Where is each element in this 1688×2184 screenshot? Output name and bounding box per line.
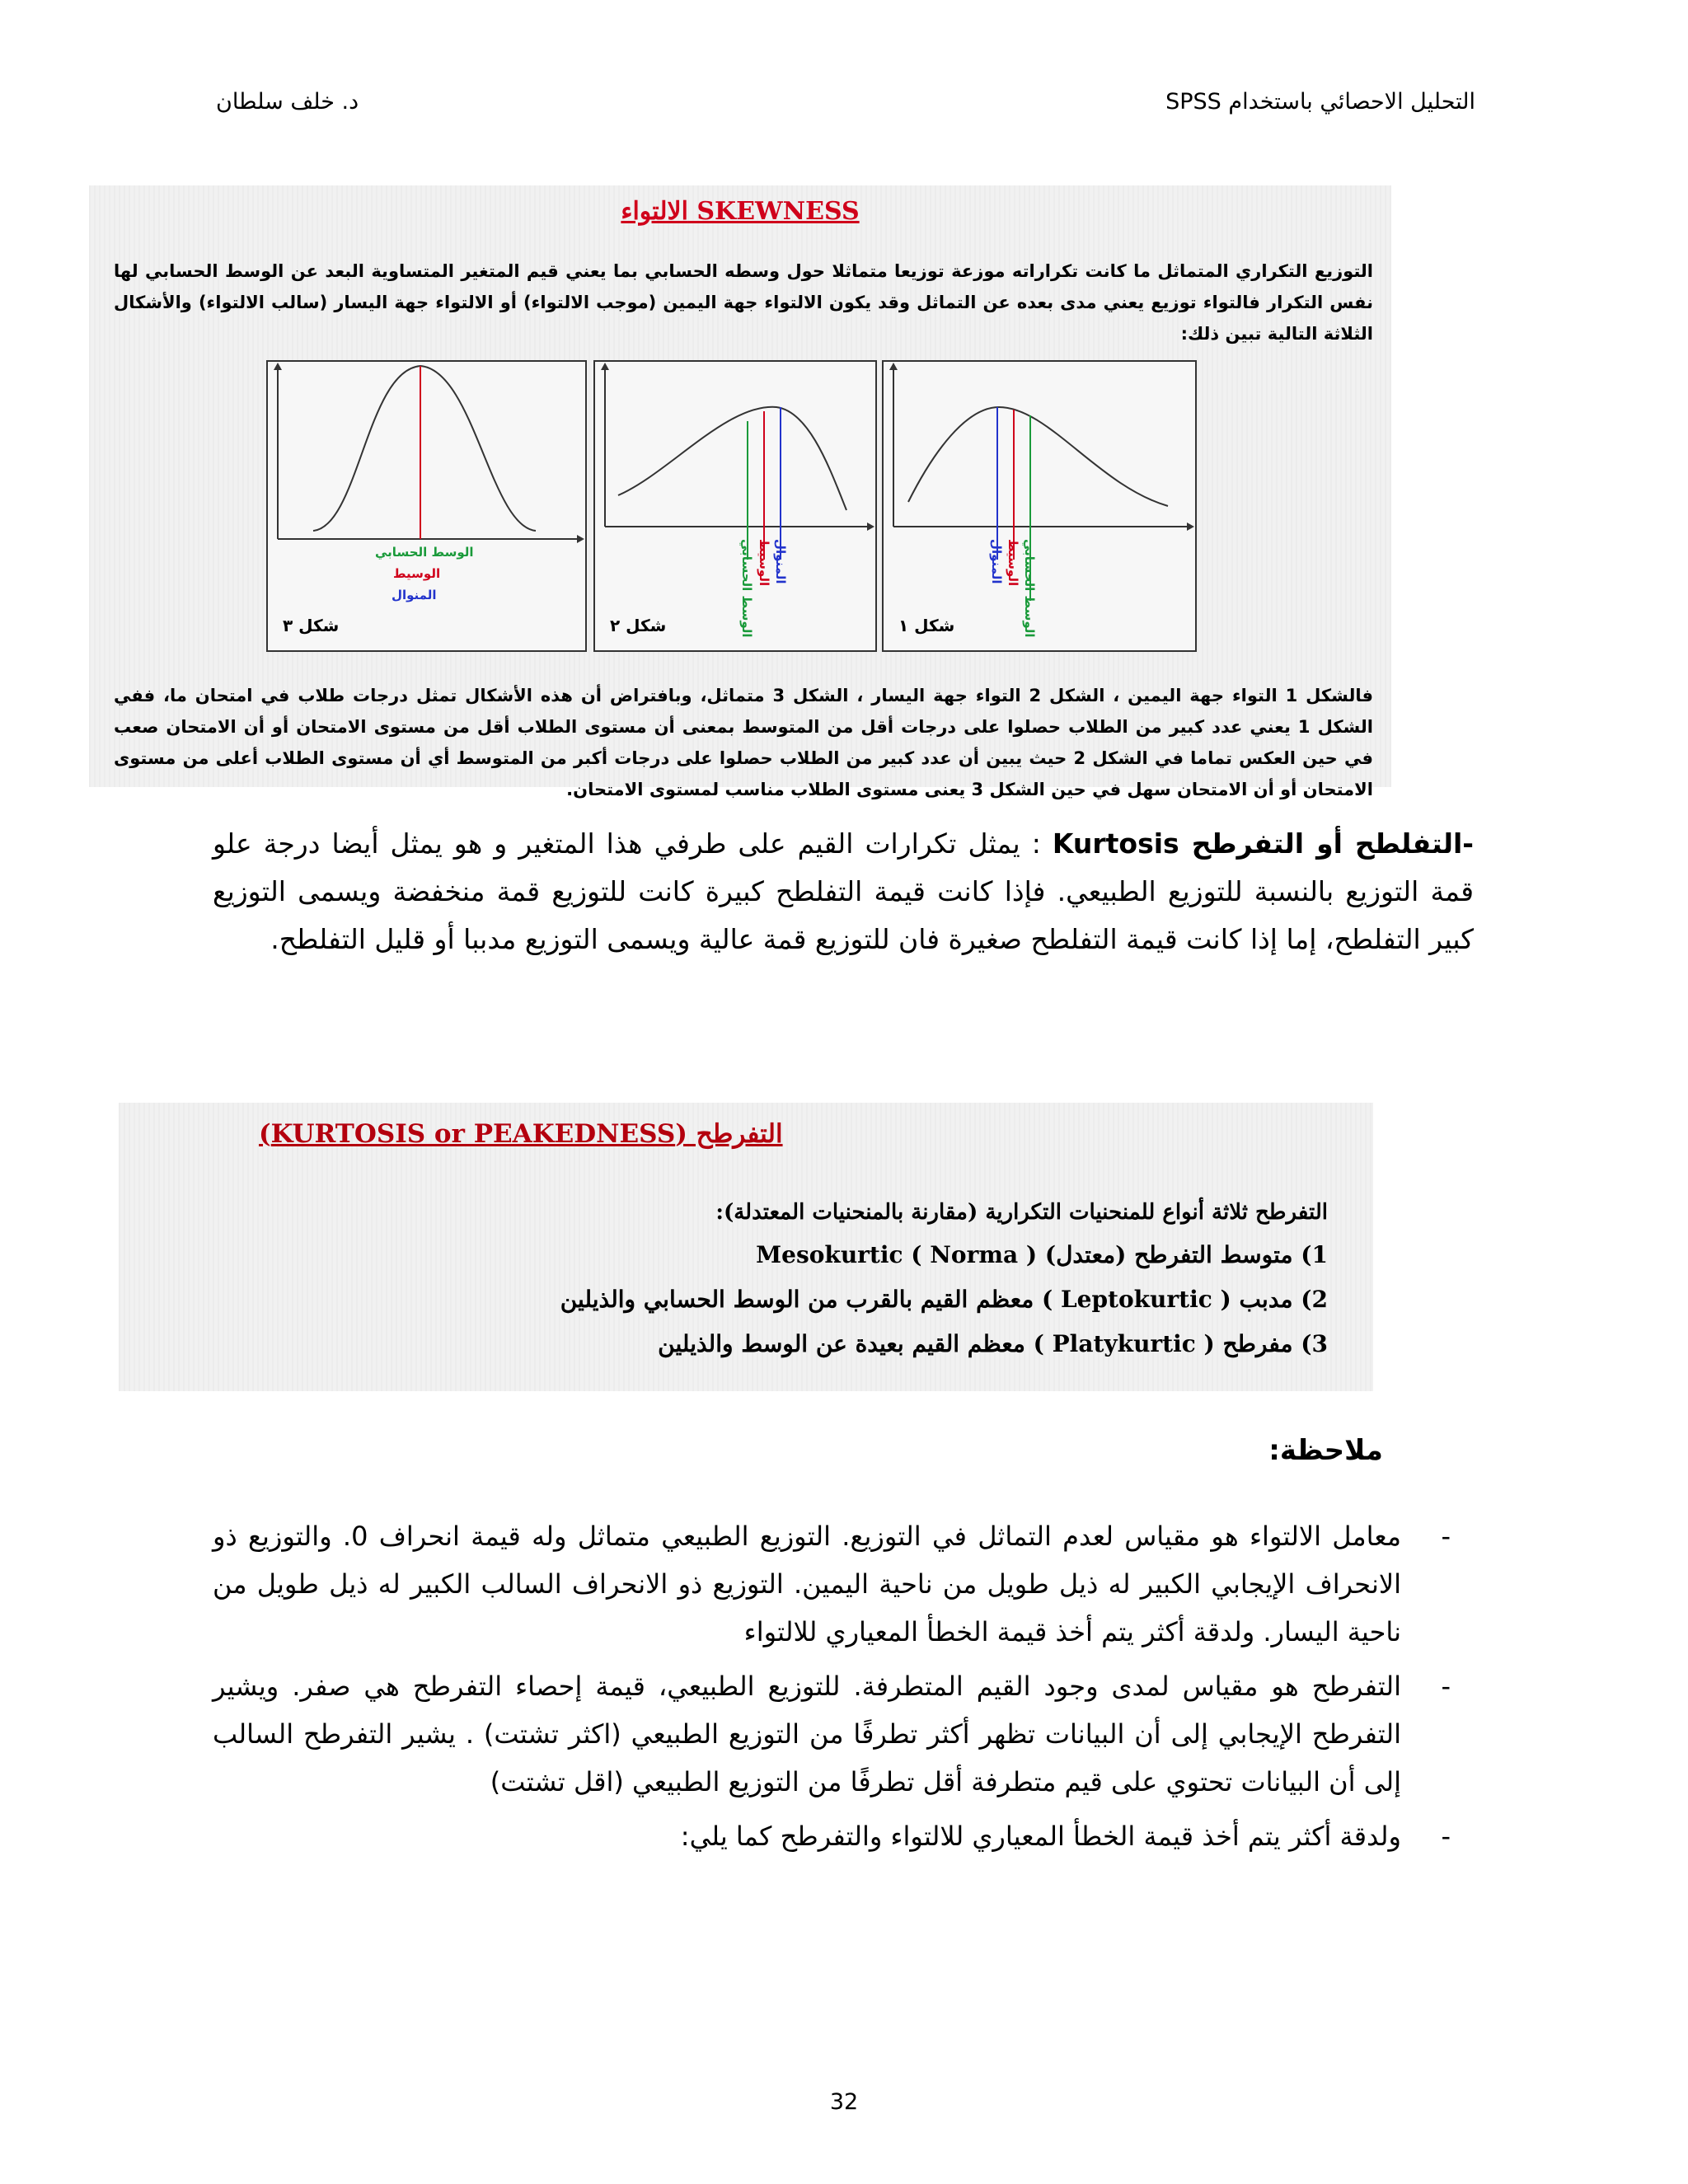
vlabel-median: الوسيط [1006, 539, 1020, 587]
shape-2-label: شكل ٢ [610, 616, 667, 635]
kurtosis-text: : يمثل تكرارات القيم على طرفي هذا المتغير و هو يمثل أيضا درجة علو قمة التوزيع بالنسبة للتوزيع الطبيعي. فإذا كانت قيمة التفلطح كبيرة كانت للتوزيع قمة منخفضة ويسمى التوزيع كبير التفلطح، إما إذا كانت قيمة التفلطح صغيرة فان للتوزيع قمة عالية ويسمى التوزيع مدببا أو قليل التفلطح. [213, 827, 1474, 955]
kurtosis-paragraph [213, 820, 1474, 963]
list-item [213, 1812, 1451, 1860]
vlabel-mode: المنوال [989, 539, 1004, 584]
left-skewed-curve-plot [593, 360, 877, 652]
bullet-dash: - [1441, 1671, 1451, 1702]
skewness-title: الالتواء SKEWNESS [621, 197, 860, 226]
note-skewness: معامل الالتواء هو مقياس لعدم التماثل في التوزيع. التوزيع الطبيعي متماثل وله قيمة انحراف 0. والتوزيع ذو الانحراف الإيجابي الكبير له ذيل طويل من ناحية اليمين. التوزيع ذو الانحراف السالب الكبير له ذيل طويل من ناحية اليسار. ولدقة أكثر يتم أخذ قيمة الخطأ المعياري للالتواء [213, 1521, 1402, 1647]
notes-list [213, 1512, 1474, 1867]
list-item [213, 1512, 1451, 1656]
kurtosis-type-3: 3) مفرطح ( Platykurtic ) معظم القيم بعيدة عن الوسط والذيلين [658, 1330, 1328, 1357]
left-skewed-curve-graphic [595, 362, 875, 650]
kurtosis-type-1: 1) متوسط التفرطح (معتدل) ( Mesokurtic ( Norma [756, 1241, 1328, 1268]
kurtosis-type-2: 2) مدبب ( Leptokurtic ) معظم القيم بالقرب من الوسط الحسابي والذيلين [560, 1286, 1328, 1313]
shape-3-label: شكل ٣ [283, 616, 340, 635]
note-kurtosis: التفرطح هو مقياس لمدى وجود القيم المتطرفة. للتوزيع الطبيعي، قيمة إحصاء التفرطح هي صفر. ويشير التفرطح الإيجابي إلى أن البيانات تظهر أكثر تطرفًا من التوزيع الطبيعي (اكثر تشتت) . يشير التفرطح السالب إلى أن البيانات تحتوي على قيم متطرفة أقل تطرفًا من التوزيع الطبيعي (اقل تشتت) [213, 1671, 1401, 1797]
symmetric-curve-graphic [268, 362, 585, 650]
kurtosis-box-title: التفرطح (KURTOSIS or PEAKEDNESS) [259, 1119, 783, 1149]
vlabel-mean: الوسط الحسابي [739, 539, 754, 638]
kurtosis-heading: -التفلطح أو التفرطح Kurtosis [1052, 827, 1474, 860]
skewness-intro: التوزيع التكراري المتماثل ما كانت تكراراته موزعة توزيعا متماثلا حول وسطه الحسابي بما يعني قيم المتغير المتساوية البعد عن الوسط الحسابي لها نفس التكرار فالتواء توزيع يعني مدى بعده عن التماثل وقد يكون الالتواء جهة اليمين (موجب الالتواء) أو الالتواء جهة اليسار (سالب الالتواء) والأشكال الثلاثة التالية تبين ذلك: [114, 261, 1373, 344]
right-skewed-curve-plot [882, 360, 1197, 652]
legend-mode: المنوال [392, 588, 437, 602]
symmetric-curve-plot [266, 360, 587, 652]
shape-1-label: شكل ١ [898, 616, 955, 635]
note-standard-error: ولدقة أكثر يتم أخذ قيمة الخطأ المعياري للالتواء والتفرطح كما يلي: [680, 1821, 1401, 1852]
kurtosis-types-intro: التفرطح ثلاثة أنواع للمنحنيات التكرارية (مقارنة بالمنحنيات المعتدلة): [715, 1200, 1328, 1225]
skewness-figure [89, 185, 1391, 799]
kurtosis-figure [119, 1103, 1373, 1391]
vlabel-mode: المنوال [773, 539, 788, 584]
vlabel-mean: الوسط الحسابي [1022, 539, 1037, 638]
legend-median: الوسيط [393, 566, 441, 581]
right-skewed-curve-graphic [884, 362, 1195, 650]
skewness-explanation: فالشكل 1 التواء جهة اليمين ، الشكل 2 التواء جهة اليسار ، الشكل 3 متماثل، وبافتراض أن هذه الأشكال تمثل درجات طلاب في امتحان ما، ففي الشكل 1 يعني عدد كبير من الطلاب حصلوا على درجات أقل من المتوسط بمعنى أن مستوى الطلاب أقل من مستوى الامتحان أو أن الامتحان صعب في حين العكس تماما في الشكل 2 حيث يبين أن عدد كبير من الطلاب حصلوا على درجات أكبر من المتوسط أي أن مستوى الطلاب أعلى من مستوى الامتحان أو أن الامتحان سهل في حين الشكل 3 يعنى مستوى الطلاب مناسب لمستوى الامتحان. [114, 686, 1373, 799]
bullet-dash: - [1441, 1821, 1451, 1852]
vlabel-median: الوسيط [757, 539, 771, 587]
note-title: ملاحظة: [1268, 1434, 1383, 1467]
page-number: 32 [829, 2089, 859, 2115]
author-header: د. خلف سلطان [216, 89, 359, 115]
bullet-dash: - [1441, 1521, 1451, 1552]
list-item [213, 1662, 1451, 1806]
document-title-header: التحليل الاحصائي باستخدام SPSS [1165, 89, 1475, 115]
legend-mean: الوسط الحسابي [375, 545, 474, 560]
